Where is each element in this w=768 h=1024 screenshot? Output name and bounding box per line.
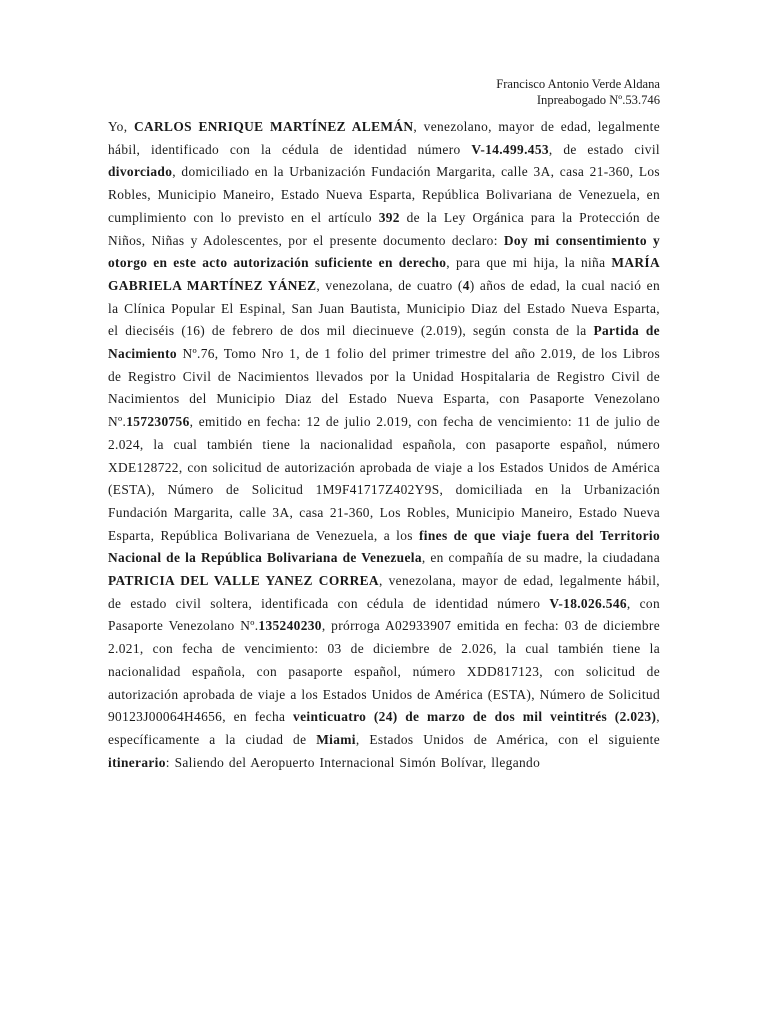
bold-text-run: 4 — [462, 277, 470, 293]
text-run: , con Pasaporte Venezolano Nº. — [108, 595, 660, 634]
authorization-paragraph — [108, 116, 660, 774]
bold-text-run: fines de que viaje fuera del Territorio Nacional de la República Bolivariana de Venezuela — [108, 527, 660, 566]
text-run: , venezolano, mayor de edad, legalmente hábil, identificado con la cédula de identidad número — [108, 119, 660, 157]
bold-text-run: Miami — [316, 731, 356, 747]
text-run: Nº.76, Tomo Nro 1, de 1 folio del primer trimestre del año 2.019, de los Libros de Registro Civil de Nacimientos llevados por la Unidad Hospitalaria de Registro Civil de Nacimientos del Municipio Diaz del Estado Nueva Esparta, con Pasaporte Venezolano Nº. — [108, 346, 660, 430]
text-run: , específicamente a la ciudad de — [108, 709, 660, 747]
bold-text-run: divorciado — [108, 164, 173, 180]
text-run: , para que mi hija, la niña — [446, 255, 612, 271]
text-run: , venezolana, de cuatro ( — [316, 277, 463, 293]
text-run: , prórroga A02933907 emitida en fecha: 03 de diciembre 2.021, con fecha de vencimiento: 03 de diciembre de 2.026, la cual también tiene la nacionalidad española, con pasaporte español, número XDD817123, con solicitud de autorización aprobada de viaje a los Estados Unidos de América (ESTA), Número de Solicitud 90123J00064H4656, en fecha — [108, 618, 660, 725]
text-run: Yo, — [108, 119, 134, 134]
bold-text-run: itinerario — [108, 754, 166, 770]
text-run: , venezolana, mayor de edad, legalmente hábil, de estado civil soltera, identificada con cédula de identidad número — [108, 573, 660, 611]
bold-text-run: 135240230 — [258, 618, 322, 634]
bold-text-run: MARÍA GABRIELA MARTÍNEZ YÁNEZ — [108, 255, 660, 293]
text-run: , emitido en fecha: 12 de julio 2.019, con fecha de vencimiento: 11 de julio de 2.024, la cual también tiene la nacionalidad española, con pasaporte español, número XDE128722, con solicitud de autorización aprobada de viaje a los Estados Unidos de América (ESTA), Número de Solicitud 1M9F41717Z402Y9S, domiciliada en la Urbanización Fundación Margarita, calle 3A, casa 21-360, Los Robles, Municipio Maneiro, Estado Nueva Esparta, República Bolivariana de Venezuela, a los — [108, 414, 660, 543]
document-header — [496, 76, 660, 108]
text-run: , en compañía de su madre, la ciudadana — [421, 550, 660, 566]
text-run: , de estado civil — [548, 141, 660, 157]
bold-text-run: 157230756 — [126, 414, 190, 430]
bold-text-run: 392 — [378, 209, 400, 225]
text-run: de la Ley Orgánica para la Protección de Niños, Niñas y Adolescentes, por el presente documento declaro: — [108, 209, 661, 248]
bold-text-run: V-14.499.453 — [471, 141, 549, 157]
bold-text-run: PATRICIA DEL VALLE YANEZ CORREA — [108, 573, 379, 589]
text-run: ) años de edad, la cual nació en la Clínica Popular El Espinal, San Juan Bautista, Municipio Diaz del Estado Nueva Esparta, el dieciséis (16) de febrero de dos mil diecinueve (2.019), según consta de la — [108, 277, 660, 339]
text-run: : Saliendo del Aeropuerto Internacional Simón Bolívar, llegando — [165, 754, 541, 770]
bold-text-run: veinticuatro (24) de marzo de dos mil veintitrés (2.023) — [293, 709, 657, 725]
author-name: Francisco Antonio Verde Aldana — [496, 77, 660, 91]
text-run: , Estados Unidos de América, con el siguiente — [355, 731, 661, 747]
bold-text-run: V-18.026.546 — [549, 595, 627, 611]
text-run: , domiciliado en la Urbanización Fundación Margarita, calle 3A, casa 21-360, Los Robles, Municipio Maneiro, Estado Nueva Esparta, República Bolivariana de Venezuela, en cumplimiento con lo previsto en el artículo — [108, 164, 660, 225]
bold-text-run: Partida de Nacimiento — [108, 323, 660, 362]
inpreabogado-number: Inpreabogado Nº.53.746 — [536, 93, 660, 107]
bold-text-run: CARLOS ENRIQUE MARTÍNEZ ALEMÁN — [133, 119, 414, 134]
bold-text-run: Doy mi consentimiento y otorgo en este acto autorización suficiente en derecho — [108, 232, 660, 271]
